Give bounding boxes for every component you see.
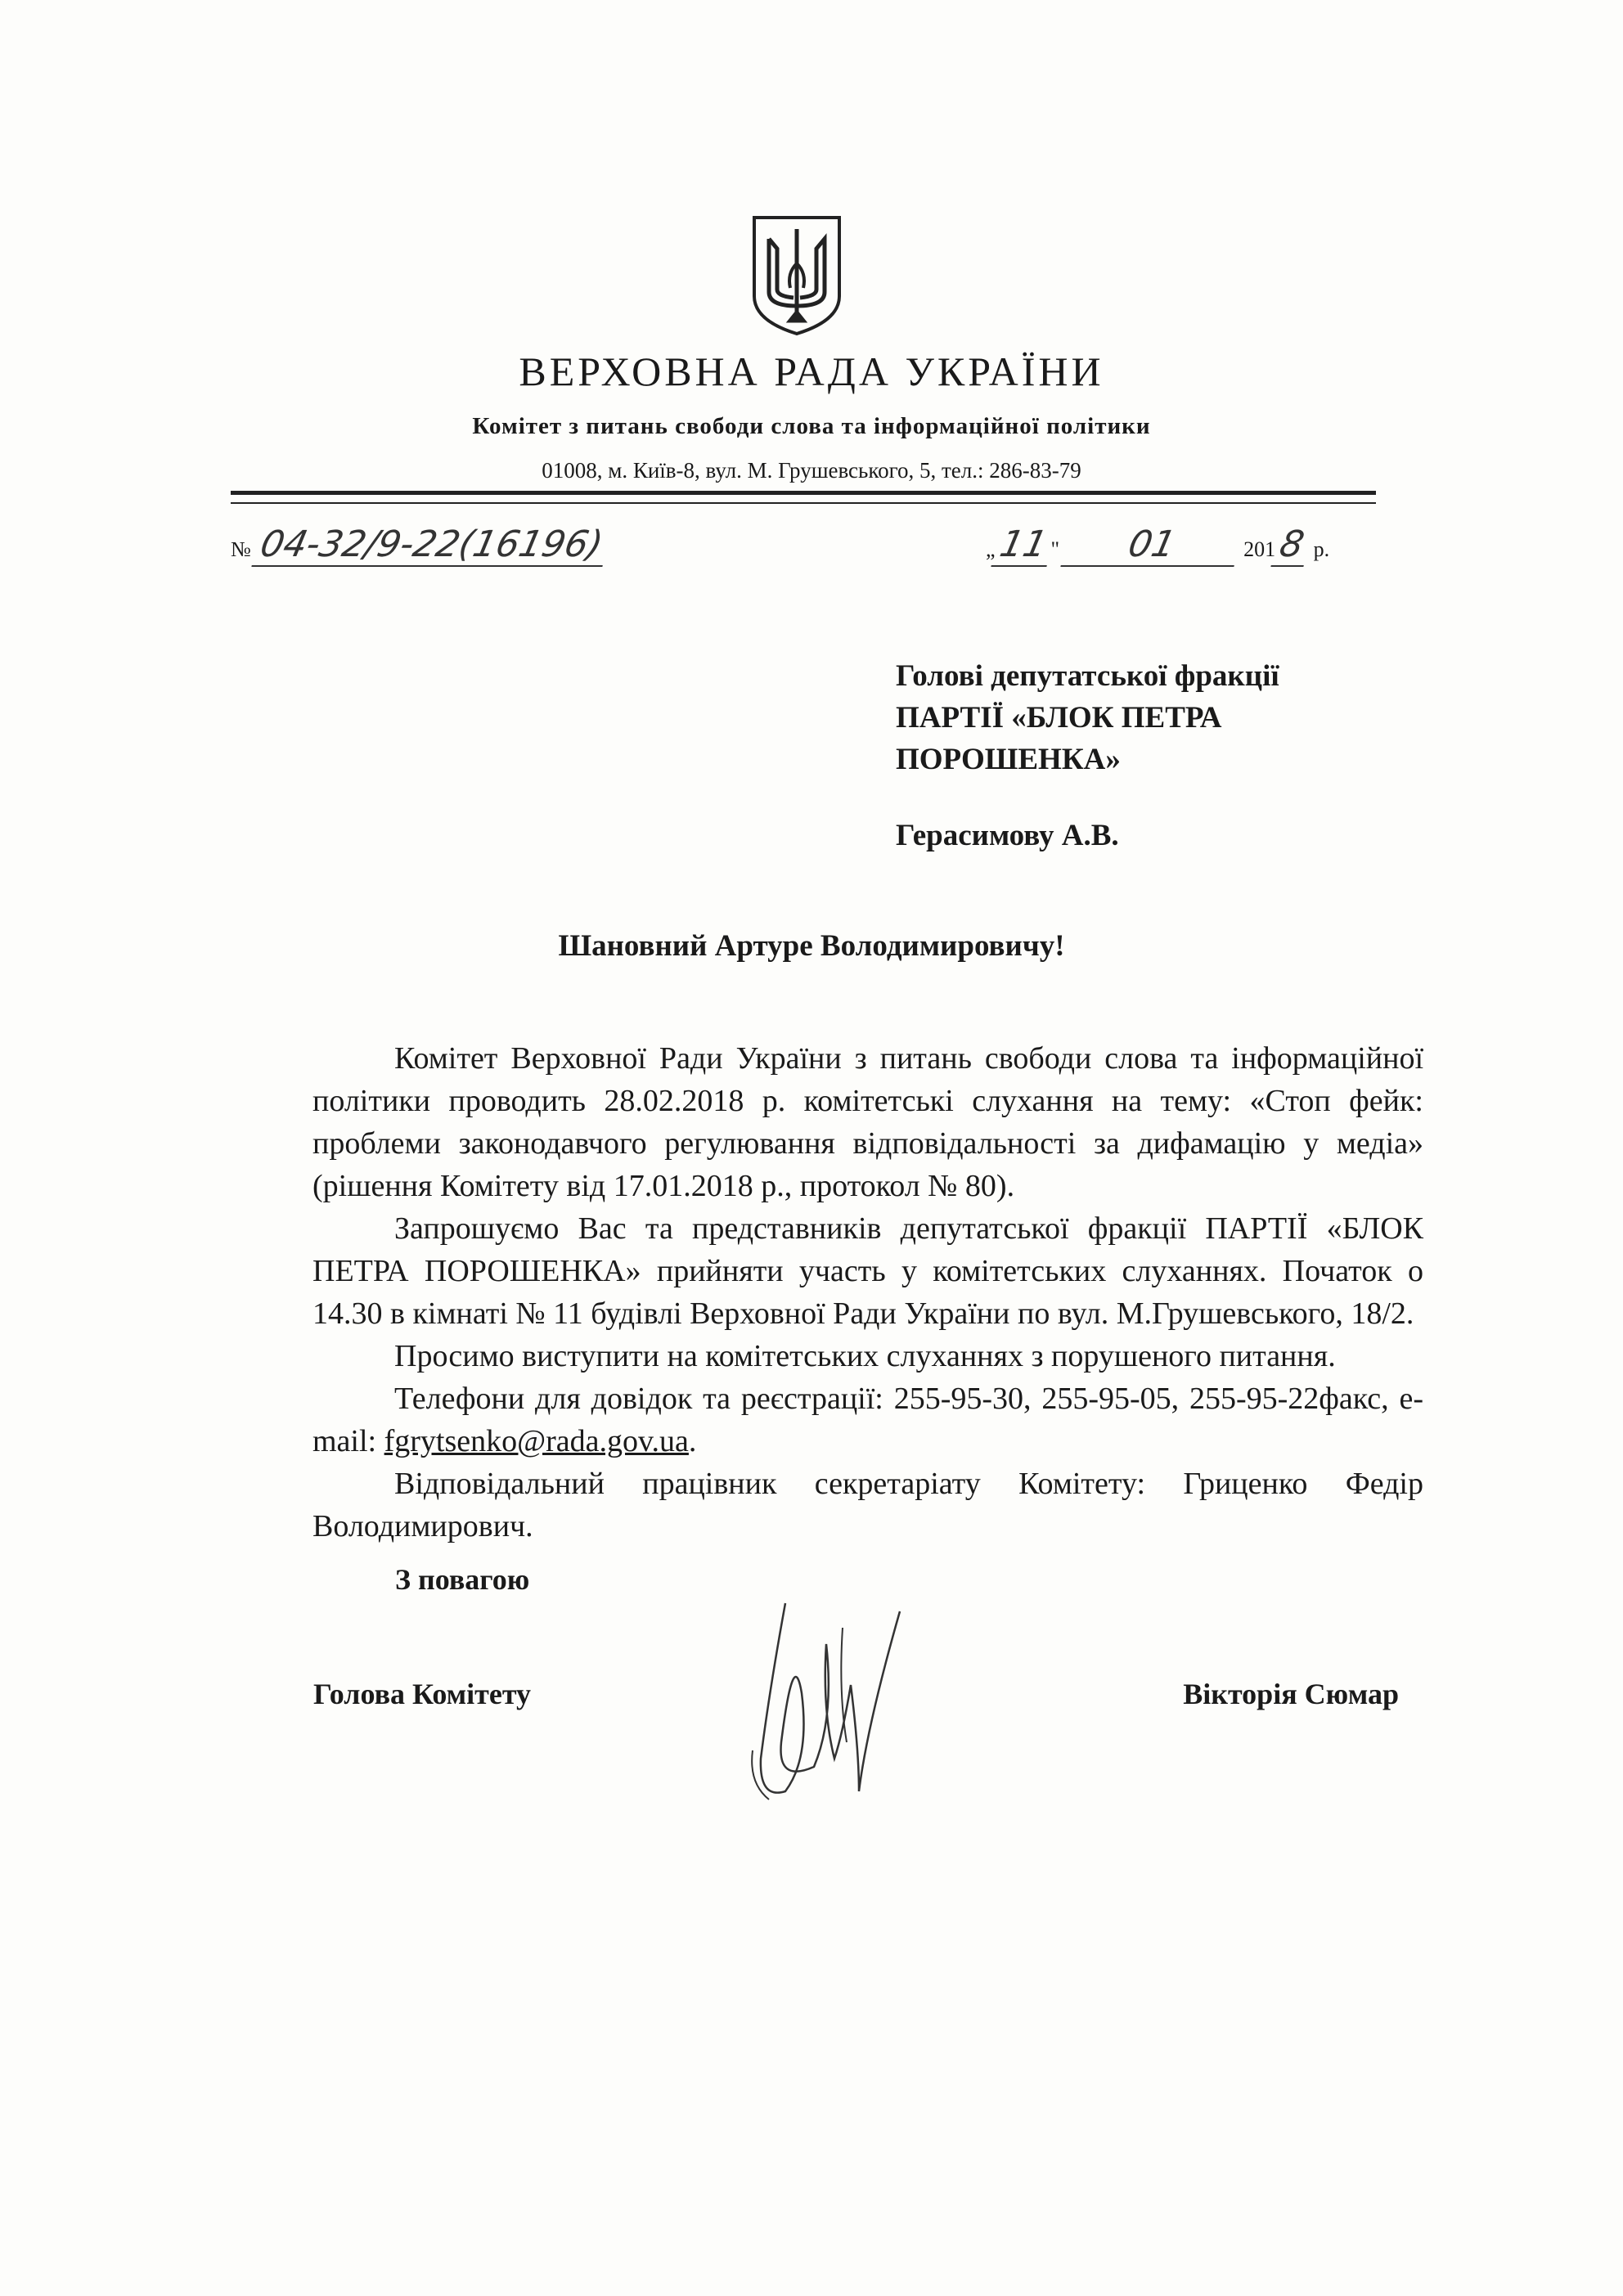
addressee-line1: Голові депутатської фракції bbox=[896, 659, 1279, 693]
contacts-end: . bbox=[688, 1424, 697, 1458]
committee-address: 01008, м. Київ-8, вул. М. Грушевського, 5, тел.: 286-83-79 bbox=[542, 458, 1081, 483]
coat-of-arms-trident-icon bbox=[751, 214, 843, 337]
year-label: р. bbox=[1313, 537, 1330, 561]
addressee-name: Герасимову А.В. bbox=[896, 819, 1119, 852]
handwritten-year-digit: 8 bbox=[1271, 523, 1313, 567]
year-prefix: 201 bbox=[1243, 537, 1276, 561]
closing-regards: З повагою bbox=[395, 1563, 530, 1596]
addressee-line2: ПАРТІЇ «БЛОК ПЕТРА bbox=[896, 701, 1222, 735]
signer-position: Голова Комітету bbox=[313, 1678, 532, 1710]
header-divider-thin bbox=[231, 502, 1376, 504]
quote-close: " bbox=[1050, 537, 1060, 561]
contacts-text: Телефони для довідок та реєстрації: 255-95-30, 255-95-05, 255-95-22факс, e-mail: bbox=[312, 1382, 1423, 1458]
number-prefix: № bbox=[231, 537, 251, 561]
paragraph-contacts bbox=[312, 1377, 1423, 1463]
addressee-line3: ПОРОШЕНКА» bbox=[896, 743, 1121, 776]
handwritten-number: 04-32/9-22(16196) bbox=[252, 523, 612, 567]
handwritten-signature-icon bbox=[736, 1595, 916, 1816]
paragraph-hearing: Комітет Верховної Ради України з питань свободи слова та інформаційної політики проводить 28.02.2018 р. комітетські слухання на тему: «Стоп фейк: проблеми законодавчого регулювання відповідальності за дифамацію у медіа» (рішення Комітету від 17.01.2018 р., протокол № 80). bbox=[312, 1041, 1423, 1203]
letter-body bbox=[312, 1037, 1423, 1548]
handwritten-month: 01 bbox=[1060, 523, 1243, 567]
quote-open: „ bbox=[986, 537, 996, 561]
committee-name: Комітет з питань свободи слова та інформаційної політики bbox=[472, 413, 1151, 439]
registration-date bbox=[986, 523, 1329, 567]
paragraph-responsible: Відповідальний працівник секретаріату Комітету: Гриценко Федір Володимирович. bbox=[312, 1467, 1423, 1543]
paragraph-invitation: Запрошуємо Вас та представників депутатської фракції ПАРТІЇ «БЛОК ПЕТРА ПОРОШЕНКА» прийняти участь у комітетських слуханнях. Початок о 14.30 в кімнаті № 11 будівлі Верховної Ради України по вул. М.Грушевського, 18/2. bbox=[312, 1211, 1423, 1331]
signer-name: Вікторія Сюмар bbox=[1183, 1678, 1399, 1710]
handwritten-day: 11 bbox=[991, 523, 1055, 567]
registration-number bbox=[231, 523, 607, 567]
email-link[interactable]: fgrytsenko@rada.gov.ua bbox=[384, 1424, 689, 1458]
paragraph-request: Просимо виступити на комітетських слуханнях з порушеного питання. bbox=[394, 1339, 1336, 1373]
salutation: Шановний Артуре Володимировичу! bbox=[558, 929, 1065, 963]
organization-title: ВЕРХОВНА РАДА УКРАЇНИ bbox=[519, 348, 1104, 394]
header-divider-thick bbox=[231, 491, 1376, 495]
